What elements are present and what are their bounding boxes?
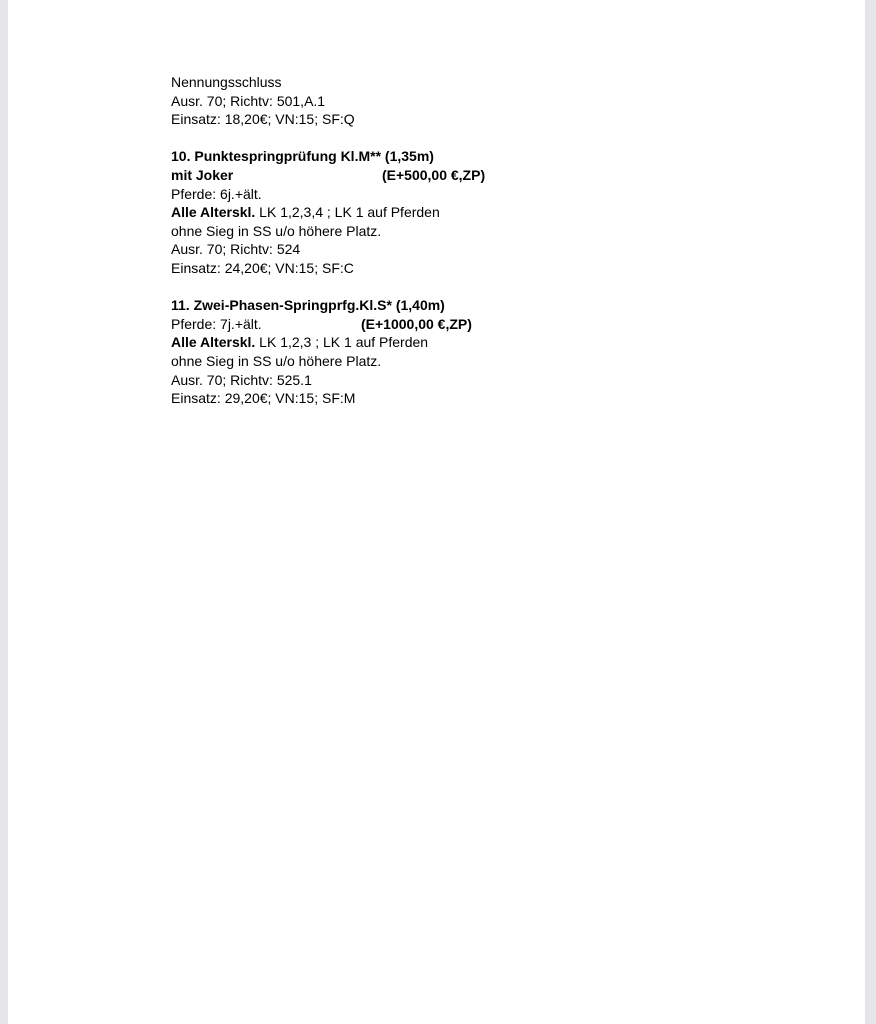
event-11-age-label: Alle Alterskl. <box>171 334 256 351</box>
event-10-pferde: Pferde: 6j.+ält. <box>171 185 262 202</box>
event-11-age-text2: ohne Sieg in SS u/o höhere Platz. <box>171 352 382 369</box>
event-11-prize: (E+1000,00 €,ZP) <box>361 315 472 332</box>
event-10-ausr: Ausr. 70; Richtv: 524 <box>171 241 301 258</box>
event-10-title: 10. Punktespringprüfung Kl.M** (1,35m) <box>171 148 434 165</box>
event-10-age-label: Alle Alterskl. <box>171 204 256 221</box>
event-11-pferde: Pferde: 7j.+ält. <box>171 315 262 332</box>
event-10-einsatz: Einsatz: 24,20€; VN:15; SF:C <box>171 259 354 276</box>
intro-ausr: Ausr. 70; Richtv: 501,A.1 <box>171 92 326 109</box>
document-page <box>8 0 865 1024</box>
event-11-pferde-row <box>171 315 511 334</box>
spacer <box>171 278 511 297</box>
page-content <box>171 73 511 408</box>
event-10-subtitle-row <box>171 166 511 185</box>
event-10-subtitle: mit Joker <box>171 166 234 183</box>
event-11-einsatz: Einsatz: 29,20€; VN:15; SF:M <box>171 390 356 407</box>
nennungsschluss-heading: Nennungsschluss <box>171 74 282 90</box>
event-10-age-row <box>171 203 511 222</box>
event-11-age-text: LK 1,2,3 ; LK 1 auf Pferden <box>255 334 429 351</box>
spacer <box>171 129 511 148</box>
event-11-ausr: Ausr. 70; Richtv: 525.1 <box>171 371 312 388</box>
event-10-prize: (E+500,00 €,ZP) <box>382 166 486 183</box>
event-11-title: 11. Zwei-Phasen-Springprfg.Kl.S* (1,40m) <box>171 297 445 314</box>
event-10-age-text: LK 1,2,3,4 ; LK 1 auf Pferden <box>255 204 440 221</box>
event-11-age-row <box>171 333 511 352</box>
event-10-age-text2: ohne Sieg in SS u/o höhere Platz. <box>171 222 382 239</box>
intro-einsatz: Einsatz: 18,20€; VN:15; SF:Q <box>171 111 355 128</box>
